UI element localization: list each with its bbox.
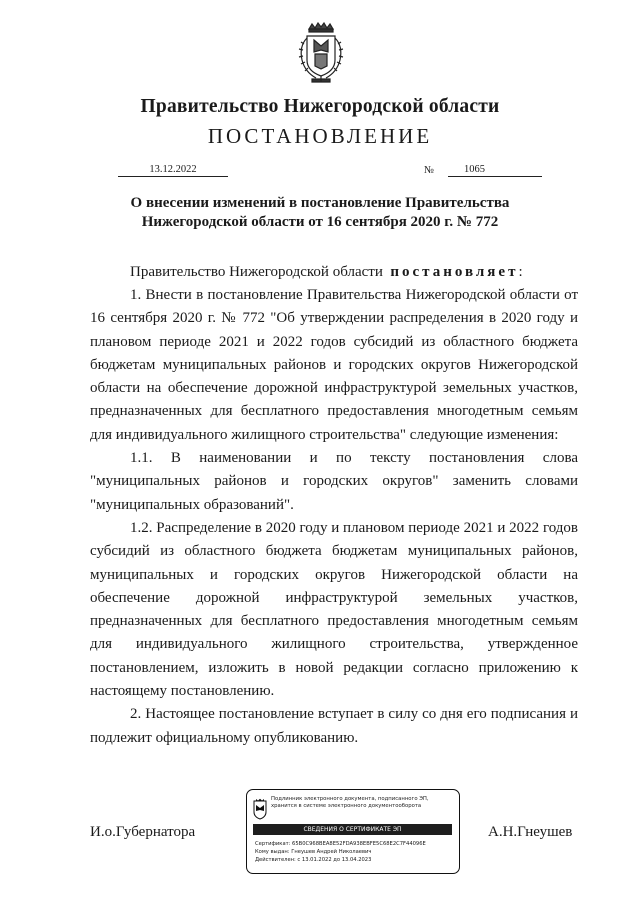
paragraph-1-1: 1.1. В наименовании и по тексту постановления слова "муниципальных районов и городских округов" заменить словами "муниципальных образований". xyxy=(90,450,578,513)
title-line-1: О внесении изменений в постановление Правительства xyxy=(130,195,510,211)
stamp-valid: Действителен: с 13.01.2022 до 13.04.2023 xyxy=(255,857,372,863)
paragraph-1: 1. Внести в постановление Правительства Нижегородской области от 16 сентября 2020 г. № 772 "Об утверждении распределения в 2020 году и плановом периоде 2021 и 2022 годов субсидий из областного бюджета бюджетам муниципальных районов и городских округов Нижегородской области на обеспечение дорожной инфраструктурой земельных участков, предназначенных для бесплатного предоставления многодетным семьям для индивидуального жилищного строительства" следующие изменения: xyxy=(90,287,578,443)
paragraph-2: 2. Настоящее постановление вступает в силу со дня его подписания и подлежит официальному опубликованию. xyxy=(90,706,578,746)
stamp-details xyxy=(255,840,455,864)
document-number: 1065 xyxy=(448,163,542,177)
document-body xyxy=(90,284,578,750)
stamp-owner: Кому выдан: Гнеушев Андрей Николаевич xyxy=(255,849,372,855)
emblem-icon xyxy=(253,798,267,820)
intro-verb: постановляет xyxy=(390,264,519,280)
stamp-header: СВЕДЕНИЯ О СЕРТИФИКАТЕ ЭП xyxy=(253,824,452,835)
title-line-2: Нижегородской области от 16 сентября 2020 г. № 772 xyxy=(141,214,499,230)
number-sign: № xyxy=(424,165,435,176)
e-signature-stamp xyxy=(246,789,460,874)
intro-paragraph xyxy=(90,261,578,284)
intro-colon: : xyxy=(518,264,523,280)
signatory-name: А.Н.Гнеушев xyxy=(488,824,573,840)
stamp-certificate: Сертификат: 65B0C968BEA8E52FDA938EBFE5C68E2C7F44096E xyxy=(255,841,426,847)
document-date: 13.12.2022 xyxy=(118,163,228,177)
stamp-note: Подлинник электронного документа, подписанного ЭП, хранится в системе электронного документооборота xyxy=(271,796,429,809)
document-type: ПОСТАНОВЛЕНИЕ xyxy=(207,124,433,148)
intro-text: Правительство Нижегородской области xyxy=(130,264,383,280)
coat-of-arms-icon xyxy=(298,22,344,84)
signatory-position: И.о.Губернатора xyxy=(90,824,196,840)
paragraph-1-2: 1.2. Распределение в 2020 году и плановом периоде 2021 и 2022 годов субсидий из областного бюджета бюджетам муниципальных районов, муниципальных и городских округов Нижегородской области на обеспечение дорожной инфраструктурой земельных участков, предназначенных для бесплатного предоставления многодетным семьям для индивидуального жилищного строительства, утвержденное постановлением, изложить в новой редакции согласно приложению к настоящему постановлению. xyxy=(90,519,578,700)
authority-name: Правительство Нижегородской области xyxy=(140,96,500,117)
document-title xyxy=(0,194,640,232)
